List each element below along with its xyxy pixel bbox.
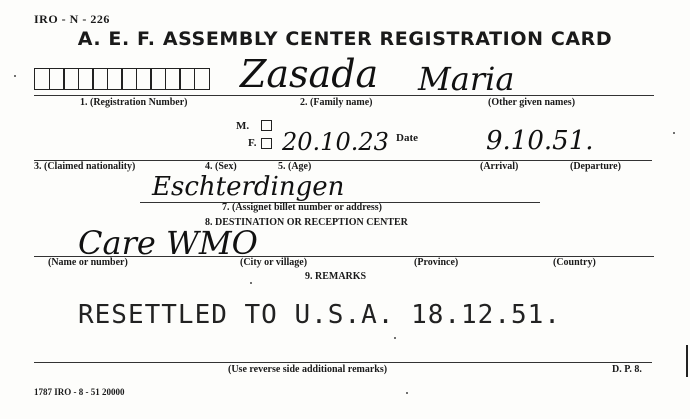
handwritten-family-name: Zasada	[240, 52, 379, 96]
label-other-given-names: (Other given names)	[488, 97, 576, 108]
sex-f-checkbox	[261, 138, 272, 149]
scan-speck	[406, 392, 408, 394]
label-name-or-number: (Name or number)	[48, 257, 128, 268]
line-row-1	[34, 95, 654, 96]
registration-digit-box	[194, 68, 210, 90]
form-number: IRO - N - 226	[34, 12, 110, 26]
label-reverse-side: (Use reverse side additional remarks)	[228, 364, 388, 375]
label-sex-m: M.	[236, 120, 250, 132]
label-registration-number: 1. (Registration Number)	[80, 97, 188, 108]
scan-speck	[673, 132, 675, 134]
label-destination-header: 8. DESTINATION OR RECEPTION CENTER	[205, 217, 408, 228]
registration-number-boxes	[34, 68, 208, 90]
handwritten-given-names: Maria	[418, 60, 515, 98]
label-age: 5. (Age)	[278, 161, 312, 172]
sex-m-checkbox	[261, 120, 272, 131]
label-arrival: (Arrival)	[480, 161, 519, 172]
handwritten-arrival-date: 9.10.51.	[486, 126, 594, 156]
handwritten-age: 20.10.23	[282, 128, 389, 156]
label-province: (Province)	[414, 257, 459, 268]
label-city-or-village: (City or village)	[240, 257, 308, 268]
card-title: A. E. F. ASSEMBLY CENTER REGISTRATION CARD	[77, 28, 613, 50]
label-assigned-billet: 7. (Assignet billet number or address)	[222, 202, 383, 213]
handwritten-destination: Care WMO	[78, 224, 258, 262]
label-date: Date	[396, 132, 418, 144]
label-remarks-header: 9. REMARKS	[305, 271, 367, 282]
label-country: (Country)	[553, 257, 596, 268]
label-sex-f: F.	[248, 137, 257, 149]
scan-speck	[250, 282, 252, 284]
print-code: 1787 IRO - 8 - 51 20000	[34, 387, 125, 397]
scan-speck	[14, 75, 16, 77]
scan-edge-mark	[686, 345, 688, 377]
handwritten-assigned-billet: Eschterdingen	[152, 172, 345, 202]
label-family-name: 2. (Family name)	[300, 97, 373, 108]
label-dps: D. P. 8.	[612, 364, 642, 375]
scan-speck	[394, 337, 396, 339]
label-sex: 4. (Sex)	[205, 161, 237, 172]
handwritten-remarks: RESETTLED TO U.S.A. 18.12.51.	[78, 300, 561, 330]
line-remarks	[34, 362, 652, 363]
label-claimed-nationality: 3. (Claimed nationality)	[34, 161, 136, 172]
label-departure: (Departure)	[570, 161, 621, 172]
